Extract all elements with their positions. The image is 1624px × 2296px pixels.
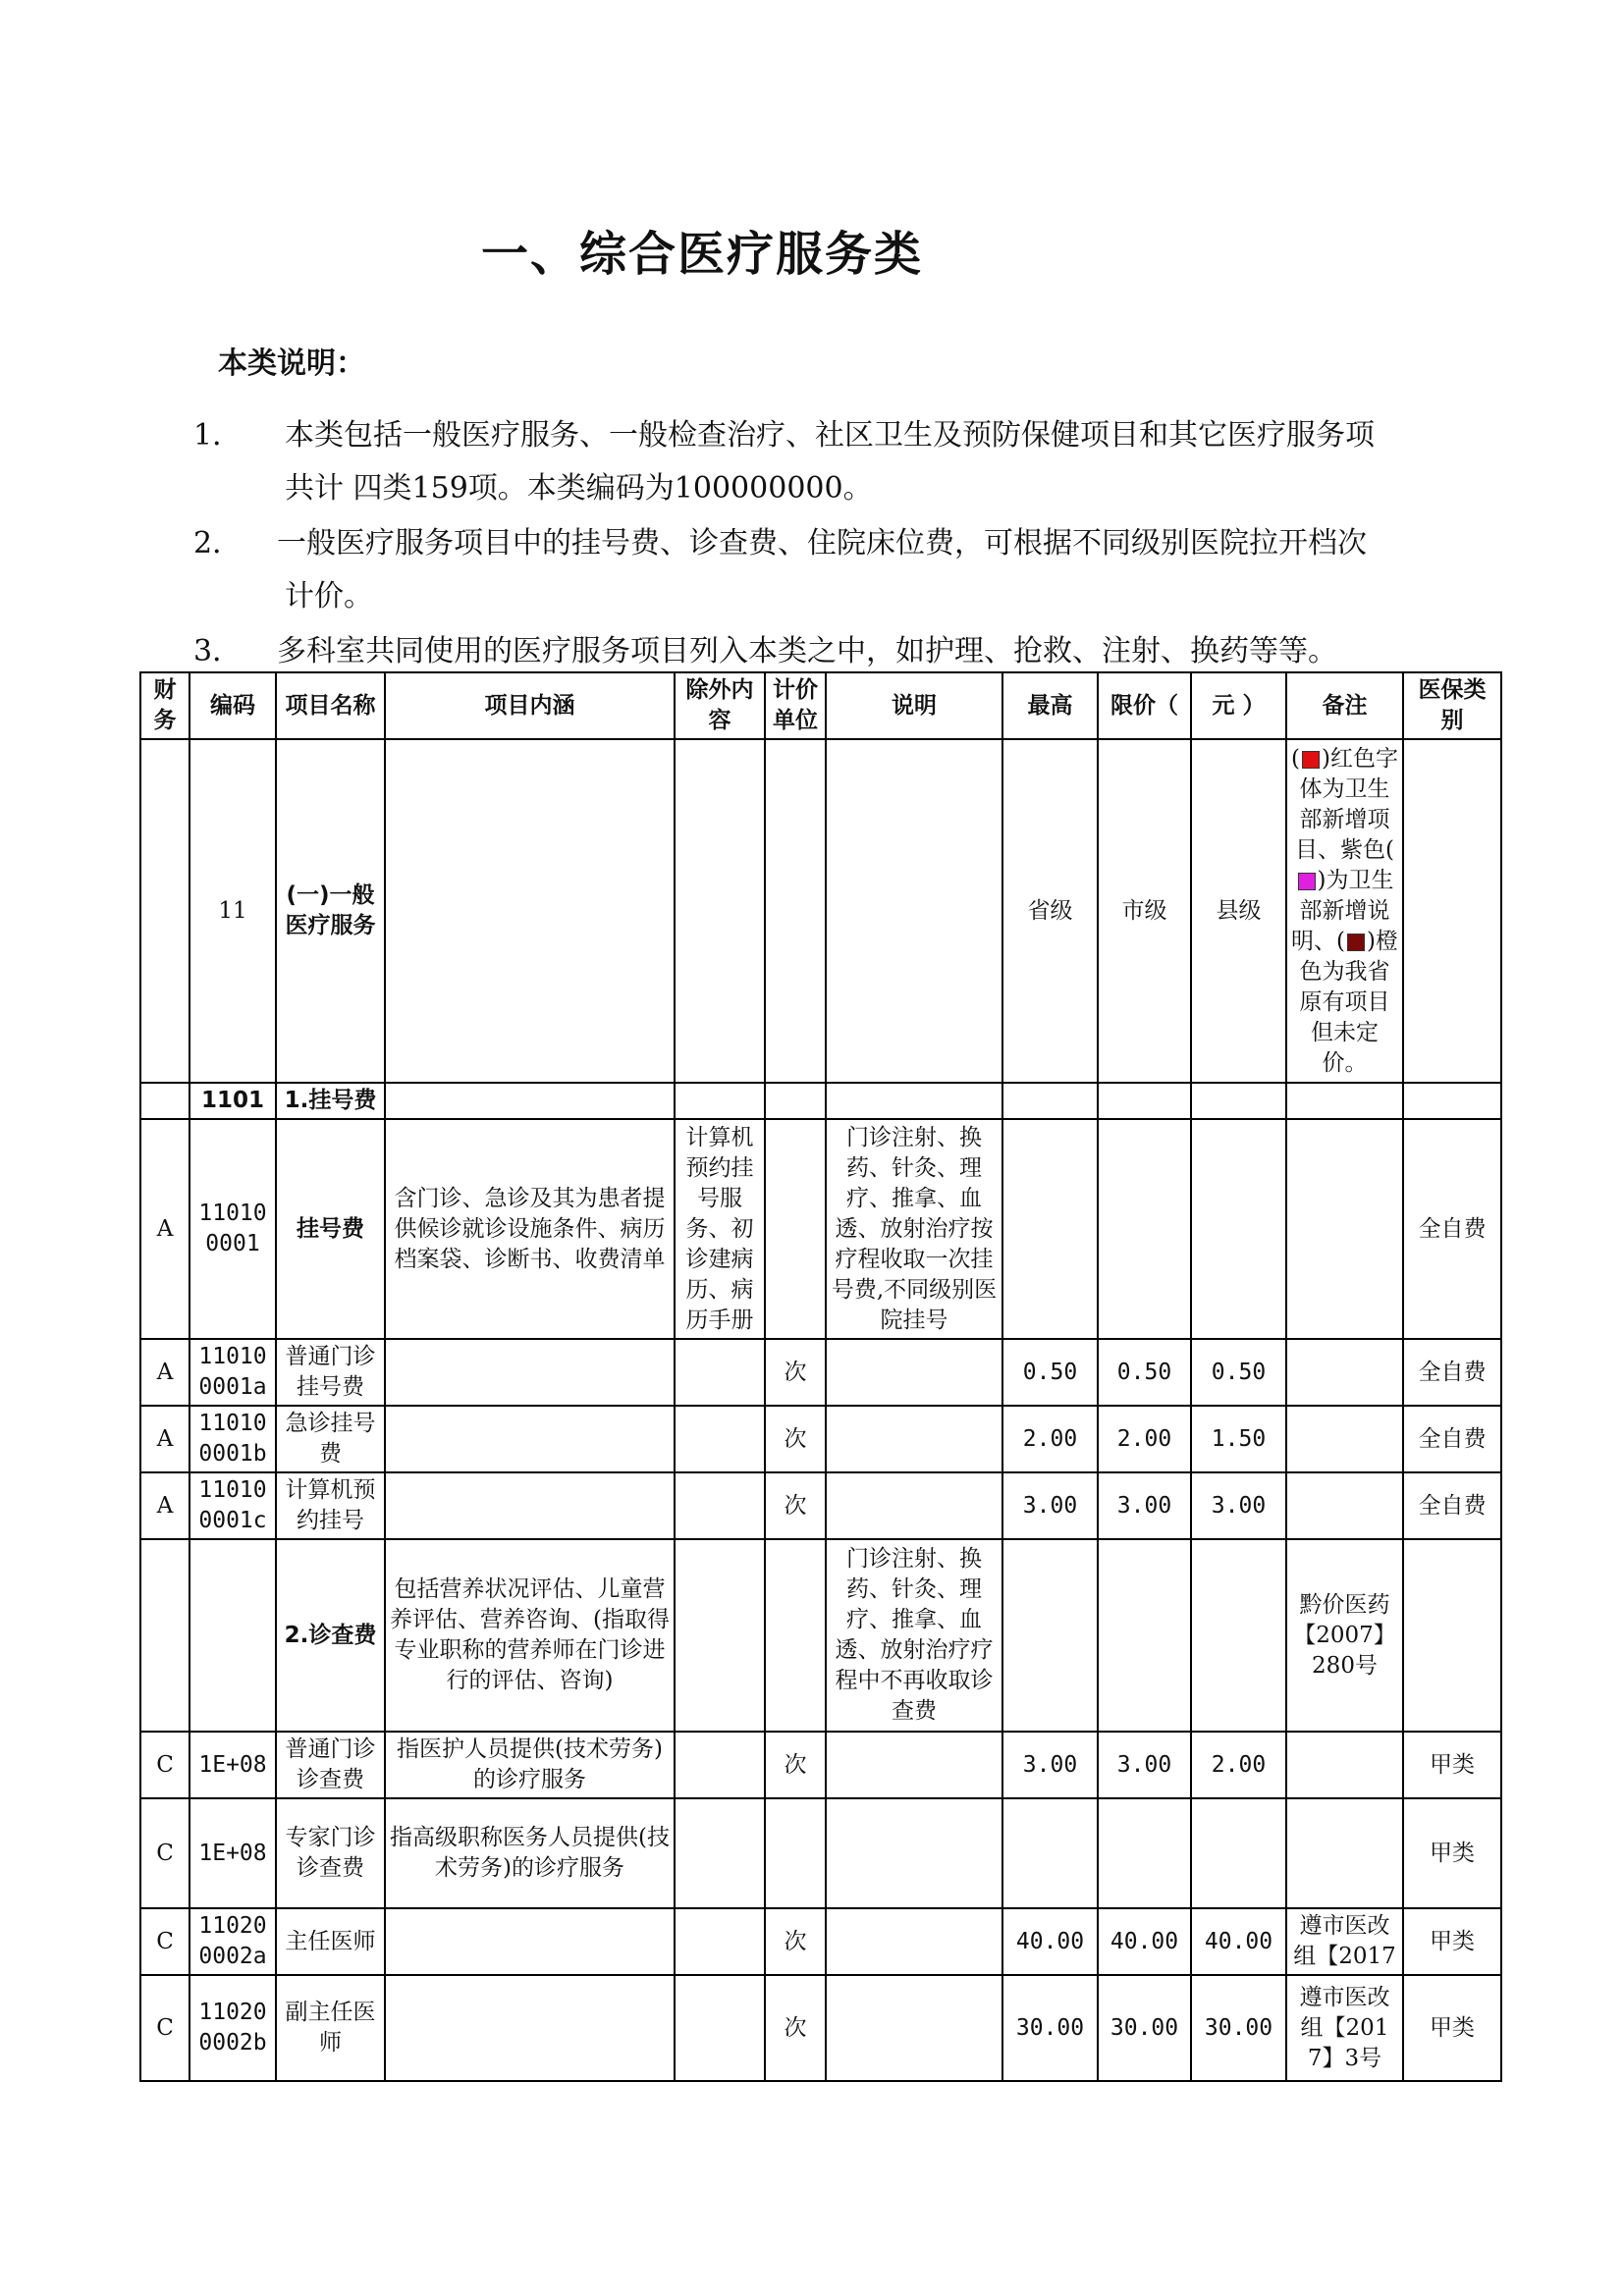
cell-content: 指医护人员提供(技术劳务)的诊疗服务 — [385, 1732, 675, 1798]
cell-code: 11 — [189, 739, 276, 1083]
table-row — [140, 1732, 1501, 1798]
cell-price-max: 0.50 — [1002, 1339, 1098, 1406]
cell-content — [385, 1472, 675, 1539]
cell-finance — [140, 739, 189, 1083]
cell-unit: 次 — [765, 1975, 826, 2081]
cell-content — [385, 1908, 675, 1975]
cell-price-county: 0.50 — [1191, 1339, 1286, 1406]
cell-finance: C — [140, 1908, 189, 1975]
note-line: 多科室共同使用的医疗服务项目列入本类之中，如护理、抢救、注射、换药等等。 — [277, 634, 1337, 668]
table-row — [140, 1406, 1501, 1472]
table-header-row — [140, 672, 1501, 739]
magenta-color-swatch — [1298, 873, 1316, 890]
cell-finance — [140, 1083, 189, 1119]
cell-exclusion — [675, 1732, 765, 1798]
table-row — [140, 1119, 1501, 1339]
cell-code: 110100001b — [189, 1406, 276, 1472]
cell-unit: 次 — [765, 1472, 826, 1539]
price-table — [139, 671, 1502, 2082]
cell-content — [385, 1339, 675, 1406]
cell-description: 门诊注射、换药、针灸、理疗、推拿、血透、放射治疗按疗程收取一次挂号费,不同级别医院挂号 — [826, 1119, 1002, 1339]
cell-price-max — [1002, 1798, 1098, 1908]
cell-price-county: 40.00 — [1191, 1908, 1286, 1975]
cell-description — [826, 1083, 1002, 1119]
cell-price-max — [1002, 1119, 1098, 1339]
table-row — [140, 1798, 1501, 1908]
cell-finance: A — [140, 1472, 189, 1539]
cell-finance — [140, 1539, 189, 1732]
remark-text: )橙色为我省原有项目但未定价。 — [1299, 928, 1398, 1076]
cell-price-city — [1098, 1119, 1191, 1339]
cell-unit: 次 — [765, 1406, 826, 1472]
cell-insurance: 甲类 — [1403, 1798, 1501, 1908]
cell-exclusion: 计算机预约挂号服务、初诊建病历、病历手册 — [675, 1119, 765, 1339]
cell-unit: 次 — [765, 1908, 826, 1975]
cell-exclusion — [675, 1798, 765, 1908]
cell-price-max: 3.00 — [1002, 1732, 1098, 1798]
cell-name: 计算机预约挂号 — [276, 1472, 385, 1539]
cell-remark — [1286, 1339, 1403, 1406]
maroon-color-swatch — [1347, 934, 1365, 951]
cell-unit — [765, 739, 826, 1083]
cell-price-max: 40.00 — [1002, 1908, 1098, 1975]
cell-exclusion — [675, 739, 765, 1083]
cell-code: 110100001 — [189, 1119, 276, 1339]
cell-exclusion — [675, 1406, 765, 1472]
cell-exclusion — [675, 1339, 765, 1406]
cell-description — [826, 1975, 1002, 2081]
cell-price-city: 3.00 — [1098, 1472, 1191, 1539]
header-finance: 财务 — [140, 672, 189, 739]
red-color-swatch — [1302, 751, 1320, 769]
cell-name: 副主任医师 — [276, 1975, 385, 2081]
cell-finance: C — [140, 1732, 189, 1798]
cell-price-province: 省级 — [1002, 739, 1098, 1083]
cell-content — [385, 1406, 675, 1472]
cell-price-city: 市级 — [1098, 739, 1191, 1083]
cell-price-city — [1098, 1539, 1191, 1732]
cell-price-max — [1002, 1539, 1098, 1732]
table-row — [140, 1472, 1501, 1539]
cell-price-max — [1002, 1083, 1098, 1119]
cell-price-county: 30.00 — [1191, 1975, 1286, 2081]
page-title: 一、综合医疗服务类 — [481, 227, 924, 282]
cell-remark — [1286, 1472, 1403, 1539]
cell-description — [826, 739, 1002, 1083]
cell-code: 110100001a — [189, 1339, 276, 1406]
header-exclusion: 除外内容 — [675, 672, 765, 739]
cell-insurance — [1403, 1539, 1501, 1732]
cell-remark — [1286, 1083, 1403, 1119]
cell-content — [385, 739, 675, 1083]
cell-price-county: 2.00 — [1191, 1732, 1286, 1798]
cell-description — [826, 1908, 1002, 1975]
cell-price-city — [1098, 1798, 1191, 1908]
cell-exclusion — [675, 1539, 765, 1732]
cell-insurance: 全自费 — [1403, 1472, 1501, 1539]
cell-price-county: 县级 — [1191, 739, 1286, 1083]
cell-exclusion — [675, 1975, 765, 2081]
note-number: 1． — [193, 418, 243, 453]
cell-remark — [1286, 1406, 1403, 1472]
table-row — [140, 1339, 1501, 1406]
cell-unit: 次 — [765, 1732, 826, 1798]
cell-unit — [765, 1798, 826, 1908]
note-number: 2． — [193, 526, 243, 561]
header-remark: 备注 — [1286, 672, 1403, 739]
cell-name: 挂号费 — [276, 1119, 385, 1339]
cell-description — [826, 1732, 1002, 1798]
cell-insurance — [1403, 739, 1501, 1083]
cell-code: 1E+08 — [189, 1798, 276, 1908]
cell-name: (一)一般医疗服务 — [276, 739, 385, 1083]
cell-remark: 遵市医改组【2017 — [1286, 1908, 1403, 1975]
cell-exclusion — [675, 1908, 765, 1975]
cell-insurance — [1403, 1083, 1501, 1119]
cell-price-city: 40.00 — [1098, 1908, 1191, 1975]
note-line: 计价。 — [285, 579, 373, 614]
cell-remark: 黔价医药【2007】280号 — [1286, 1539, 1403, 1732]
cell-insurance: 甲类 — [1403, 1732, 1501, 1798]
cell-price-city — [1098, 1083, 1191, 1119]
table-row — [140, 739, 1501, 1083]
cell-price-county: 1.50 — [1191, 1406, 1286, 1472]
cell-content: 包括营养状况评估、儿童营养评估、营养咨询、(指取得专业职称的营养师在门诊进行的评估、咨询) — [385, 1539, 675, 1732]
cell-unit — [765, 1539, 826, 1732]
cell-remark — [1286, 1732, 1403, 1798]
cell-unit: 次 — [765, 1339, 826, 1406]
note-line: 本类包括一般医疗服务、一般检查治疗、社区卫生及预防保健项目和其它医疗服务项 — [285, 418, 1375, 453]
remark-text: )为卫生部新增说明、( — [1291, 867, 1394, 954]
cell-insurance: 甲类 — [1403, 1975, 1501, 2081]
cell-unit — [765, 1119, 826, 1339]
table-row — [140, 1539, 1501, 1732]
cell-insurance: 全自费 — [1403, 1339, 1501, 1406]
cell-insurance: 甲类 — [1403, 1908, 1501, 1975]
note-number: 3． — [193, 634, 243, 668]
cell-code: 110100001c — [189, 1472, 276, 1539]
cell-price-city: 2.00 — [1098, 1406, 1191, 1472]
cell-exclusion — [675, 1472, 765, 1539]
cell-description — [826, 1472, 1002, 1539]
remark-text: )红色字体为卫生部新增项目、紫色( — [1295, 745, 1398, 863]
cell-name: 主任医师 — [276, 1908, 385, 1975]
header-content: 项目内涵 — [385, 672, 675, 739]
remark-text: ( — [1291, 745, 1300, 772]
cell-price-county — [1191, 1083, 1286, 1119]
intro-label: 本类说明： — [218, 347, 365, 381]
cell-name: 普通门诊诊查费 — [276, 1732, 385, 1798]
cell-price-county — [1191, 1119, 1286, 1339]
cell-price-county: 3.00 — [1191, 1472, 1286, 1539]
header-limit: 限价（ — [1098, 672, 1191, 739]
cell-code: 110200002b — [189, 1975, 276, 2081]
cell-exclusion — [675, 1083, 765, 1119]
header-code: 编码 — [189, 672, 276, 739]
cell-description — [826, 1339, 1002, 1406]
header-max: 最高 — [1002, 672, 1098, 739]
note-line: 共计 四类159项。本类编码为100000000。 — [285, 471, 873, 506]
cell-finance: C — [140, 1798, 189, 1908]
cell-price-max: 30.00 — [1002, 1975, 1098, 2081]
cell-finance: A — [140, 1339, 189, 1406]
cell-description — [826, 1798, 1002, 1908]
cell-content — [385, 1975, 675, 2081]
header-insurance: 医保类别 — [1403, 672, 1501, 739]
cell-code — [189, 1539, 276, 1732]
note-line: 一般医疗服务项目中的挂号费、诊查费、住院床位费，可根据不同级别医院拉开档次 — [277, 526, 1367, 561]
header-yuan: 元 ） — [1191, 672, 1286, 739]
cell-code: 1E+08 — [189, 1732, 276, 1798]
header-name: 项目名称 — [276, 672, 385, 739]
table-row — [140, 1083, 1501, 1119]
cell-content: 指高级职称医务人员提供(技术劳务)的诊疗服务 — [385, 1798, 675, 1908]
cell-price-city: 3.00 — [1098, 1732, 1191, 1798]
cell-content: 含门诊、急诊及其为患者提供候诊就诊设施条件、病历档案袋、诊断书、收费清单 — [385, 1119, 675, 1339]
cell-price-county — [1191, 1539, 1286, 1732]
cell-remark — [1286, 1119, 1403, 1339]
cell-insurance: 全自费 — [1403, 1406, 1501, 1472]
cell-price-city: 0.50 — [1098, 1339, 1191, 1406]
cell-name: 普通门诊挂号费 — [276, 1339, 385, 1406]
cell-unit — [765, 1083, 826, 1119]
cell-description: 门诊注射、换药、针灸、理疗、推拿、血透、放射治疗疗程中不再收取诊查费 — [826, 1539, 1002, 1732]
cell-finance: A — [140, 1119, 189, 1339]
header-unit: 计价单位 — [765, 672, 826, 739]
cell-name: 专家门诊诊查费 — [276, 1798, 385, 1908]
cell-price-max: 2.00 — [1002, 1406, 1098, 1472]
header-description: 说明 — [826, 672, 1002, 739]
cell-price-max: 3.00 — [1002, 1472, 1098, 1539]
cell-finance: A — [140, 1406, 189, 1472]
cell-finance: C — [140, 1975, 189, 2081]
cell-code: 110200002a — [189, 1908, 276, 1975]
cell-price-city: 30.00 — [1098, 1975, 1191, 2081]
cell-description — [826, 1406, 1002, 1472]
cell-insurance: 全自费 — [1403, 1119, 1501, 1339]
table-row — [140, 1908, 1501, 1975]
cell-name: 2.诊查费 — [276, 1539, 385, 1732]
cell-remark — [1286, 1798, 1403, 1908]
table-row — [140, 1975, 1501, 2081]
cell-price-county — [1191, 1798, 1286, 1908]
cell-remark — [1286, 739, 1403, 1083]
cell-name: 急诊挂号费 — [276, 1406, 385, 1472]
cell-content — [385, 1083, 675, 1119]
cell-code: 1101 — [189, 1083, 276, 1119]
cell-name: 1.挂号费 — [276, 1083, 385, 1119]
cell-remark: 遵市医改组【2017】3号 — [1286, 1975, 1403, 2081]
